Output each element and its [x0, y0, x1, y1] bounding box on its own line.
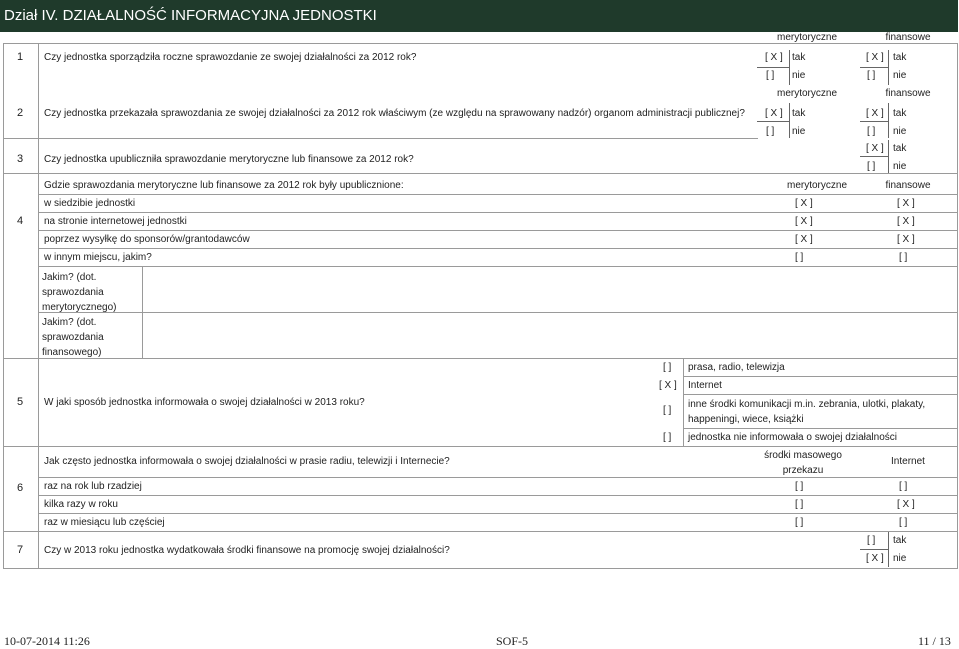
q2-mer-nie-label: nie: [792, 126, 806, 137]
q5-option-check[interactable]: [ ]: [663, 432, 672, 443]
q2-fin-nie-label: nie: [893, 126, 907, 137]
q3-number: 3: [17, 153, 24, 165]
q4-row-fin-check[interactable]: [ X ]: [897, 216, 915, 227]
q4-row-fin-check[interactable]: [ ]: [899, 252, 908, 263]
q3-text: Czy jednostka upubliczniła sprawozdanie merytoryczne lub finansowe za 2012 rok?: [44, 154, 414, 165]
q6-row-media-check[interactable]: [ ]: [795, 499, 804, 510]
q4-row-mer-check[interactable]: [ ]: [795, 252, 804, 263]
q4-jakim-fin-field[interactable]: [143, 313, 957, 357]
q1-fin-nie-label: nie: [893, 70, 907, 81]
q4-row-fin-check[interactable]: [ X ]: [897, 198, 915, 209]
q4-col-finansowe: finansowe: [885, 180, 931, 191]
q2-mer-tak-label: tak: [792, 108, 806, 119]
q4-row-label: w innym miejscu, jakim?: [44, 252, 152, 263]
q1-fin-tak-label: tak: [893, 52, 907, 63]
q4-row-label: na stronie internetowej jednostki: [44, 216, 187, 227]
q5-number: 5: [17, 396, 24, 408]
q6-row-internet-check[interactable]: [ ]: [899, 517, 908, 528]
q5-option-check[interactable]: [ X ]: [659, 380, 677, 391]
q6-row-media-check[interactable]: [ ]: [795, 517, 804, 528]
q2-number: 2: [17, 107, 24, 119]
q4-row-label: poprzez wysyłkę do sponsorów/grantodawców: [44, 234, 250, 245]
q1-text: Czy jednostka sporządziła roczne sprawozdanie ze swojej działalności za 2012 rok?: [44, 52, 417, 63]
q6-row-internet-check[interactable]: [ ]: [899, 481, 908, 492]
q2-fin-tak-check[interactable]: [ X ]: [866, 108, 884, 119]
q4-row-label: w siedzibie jednostki: [44, 198, 136, 209]
q6-row-label: raz w miesiącu lub częściej: [44, 517, 165, 528]
q7-text: Czy w 2013 roku jednostka wydatkowała środki finansowe na promocję swojej działalności?: [44, 545, 450, 556]
q2-col-merytoryczne: merytoryczne: [776, 88, 837, 99]
q4-row-mer-check[interactable]: [ X ]: [795, 216, 813, 227]
q1-fin-tak-check[interactable]: [ X ]: [866, 52, 884, 63]
q6-row-label: raz na rok lub rzadziej: [44, 481, 142, 492]
q4-number: 4: [17, 215, 24, 227]
q2-mer-tak-check[interactable]: [ X ]: [765, 108, 783, 119]
q4-row-fin-check[interactable]: [ X ]: [897, 234, 915, 245]
q5-option-check[interactable]: [ ]: [663, 362, 672, 373]
q5-option-check[interactable]: [ ]: [663, 405, 672, 416]
q7-nie-label: nie: [893, 553, 907, 564]
footer-code: SOF-5: [496, 634, 529, 648]
q1-mer-tak-label: tak: [792, 52, 806, 63]
q1-col-finansowe: finansowe: [885, 32, 931, 43]
q3-nie-label: nie: [893, 161, 907, 172]
q5-option-label: jednostka nie informowała o swojej działalności: [688, 432, 897, 443]
q4-col-merytoryczne: merytoryczne: [786, 180, 847, 191]
q1-mer-nie-label: nie: [792, 70, 806, 81]
q3-tak-label: tak: [893, 143, 907, 154]
q2-text: Czy jednostka przekazała sprawozdania ze swojej działalności za 2012 rok właściwym (ze względu na sprawowany nadzór) organom administracji publicznej?: [44, 108, 745, 119]
q5-option-label: prasa, radio, telewizja: [688, 362, 785, 373]
q5-option-label: Internet: [688, 380, 722, 391]
q1-col-merytoryczne: merytoryczne: [776, 32, 837, 43]
q6-row-internet-check[interactable]: [ X ]: [897, 499, 915, 510]
q7-tak-check[interactable]: [ ]: [867, 535, 876, 546]
section-title: Dział IV. DZIAŁALNOŚĆ INFORMACYJNA JEDNOSTKI: [0, 0, 958, 32]
q1-mer-tak-check[interactable]: [ X ]: [765, 52, 783, 63]
q3-tak-check[interactable]: [ X ]: [866, 143, 884, 154]
q6-row-label: kilka razy w roku: [44, 499, 118, 510]
q4-jakim-fin-label: Jakim? (dot. sprawozdania finansowego): [42, 317, 104, 358]
q1-number: 1: [17, 51, 24, 63]
q4-jakim-mer-field[interactable]: [143, 267, 957, 311]
q6-col-internet: Internet: [891, 456, 925, 467]
q4-text: Gdzie sprawozdania merytoryczne lub finansowe za 2012 rok były upublicznione:: [44, 180, 404, 191]
q4-jakim-mer-label: Jakim? (dot. sprawozdania merytorycznego): [42, 272, 117, 313]
q4-row-mer-check[interactable]: [ X ]: [795, 198, 813, 209]
q5-option-label: inne środki komunikacji m.in. zebrania, ulotki, plakaty, happeningi, wiece, książki: [688, 399, 926, 425]
q2-col-finansowe: finansowe: [885, 88, 931, 99]
q1-fin-nie-check[interactable]: [ ]: [867, 70, 876, 81]
q7-nie-check[interactable]: [ X ]: [866, 553, 884, 564]
q6-col-media: środki masowego przekazu: [764, 450, 842, 476]
q4-row-mer-check[interactable]: [ X ]: [795, 234, 813, 245]
q7-number: 7: [17, 544, 24, 556]
q3-nie-check[interactable]: [ ]: [867, 161, 876, 172]
q2-fin-nie-check[interactable]: [ ]: [867, 126, 876, 137]
q1-mer-nie-check[interactable]: [ ]: [766, 70, 775, 81]
q6-text: Jak często jednostka informowała o swojej działalności w prasie radiu, telewizji i Internecie?: [44, 456, 450, 467]
footer-page: 11 / 13: [918, 634, 951, 648]
q2-mer-nie-check[interactable]: [ ]: [766, 126, 775, 137]
q7-tak-label: tak: [893, 535, 907, 546]
q5-text: W jaki sposób jednostka informowała o swojej działalności w 2013 roku?: [44, 397, 365, 408]
q2-fin-tak-label: tak: [893, 108, 907, 119]
q6-row-media-check[interactable]: [ ]: [795, 481, 804, 492]
q6-number: 6: [17, 482, 24, 494]
footer-date: 10-07-2014 11:26: [4, 634, 90, 648]
